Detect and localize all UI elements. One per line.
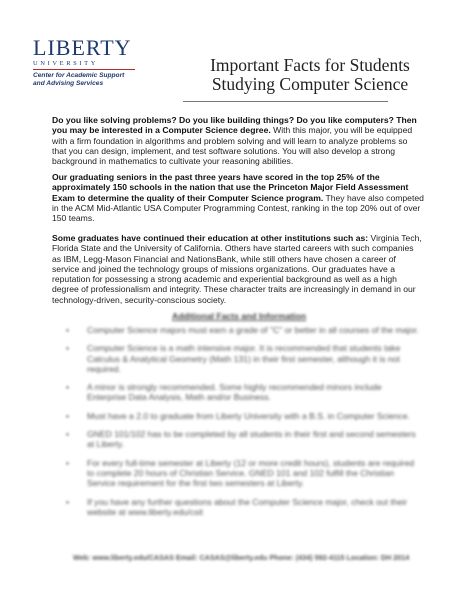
list-item: • If you have any further questions about the Computer Science major, check out their website at www.liberty.edu/csit: [66, 497, 422, 518]
intro-paragraph: [52, 115, 424, 166]
list-item: • For every full-time semester at Liberty (12 or more credit hours), students are required to complete 20 hours of Christian Service. GNED 101 and 102 fulfill the Christian Service requirement for the first two semesters at Liberty.: [66, 458, 422, 489]
page-title: [175, 56, 445, 94]
intro-bold-text: Do you like solving problems? Do you like building things? Do you like computers? Then you may be interested in a Computer Science degree.: [52, 115, 417, 136]
liberty-logo: [33, 35, 143, 88]
list-item: • Computer Science majors must earn a grade of "C" or better in all courses of the major.: [66, 325, 422, 335]
graduates-bold-text: Some graduates have continued their education at other institutions such as:: [52, 233, 369, 243]
title-divider: [183, 101, 388, 102]
logo-wordmark-text: LIBERTY: [33, 35, 132, 60]
page-title-line1: Important Facts for Students: [210, 55, 410, 75]
list-item: • Must have a 2.0 to graduate from Liberty University with a B.S. in Computer Science.: [66, 411, 422, 421]
list-item: • GNED 101/102 has to be completed by all students in their first and second semesters at Liberty.: [66, 429, 422, 450]
page-title-line2: Studying Computer Science: [211, 74, 409, 94]
list-item: • A minor is strongly recommended. Some highly recommended minors include Enterprise Data Analysis, Math and/or Business.: [66, 382, 422, 403]
additional-facts-list: [66, 325, 422, 525]
logo-subtitle-line2: and Advising Services: [33, 80, 104, 87]
list-item: • Computer Science is a math intensive major. It is recommended that students take Calculus & Analytical Geometry (Math 131) in their first semester, although it is not required.: [66, 343, 422, 374]
achievements-bold-text: Our graduating seniors in the past three years have scored in the top 25% of the approximately 150 schools in the nation that use the Princeton Major Field Assessment Exam to determine the quality of their Computer Science program.: [52, 172, 409, 203]
logo-university-text: UNIVERSITY: [33, 60, 98, 67]
logo-wordmark: [33, 35, 143, 60]
contact-footer: Web: www.liberty.edu/CASAS Email: CASAS@liberty.edu Phone: (434) 592-4115 Location: DH 2014: [73, 553, 410, 562]
graduates-text: Virginia Tech, Florida State and the University of California. Others have started careers with such companies as IBM, Legg-Mason Financial and NationsBank, while still others have chosen a career of service and joined the technology groups of missions organizations. Our graduates have a reputation for possessing a strong academic and experiential background as well as a high degree of professionalism and integrity. These character traits are increasingly in demand in our technology-driven, security-conscious society.: [52, 233, 422, 305]
achievements-paragraph: [52, 172, 424, 223]
graduates-paragraph: [52, 233, 424, 305]
logo-subtitle-line1: Center for Academic Support: [33, 72, 125, 79]
additional-facts-heading: Additional Facts and Information: [172, 311, 307, 321]
intro-text: With this major, you will be equipped with a firm foundation in algorithms and problem solving and will learn to analyze problems so that you can design, implement, and test software solutions. You will also develop a strong background in mathematics to cultivate your reasoning abilities.: [52, 125, 413, 167]
achievements-text: They have also competed in the ACM Mid-Atlantic USA Computer Programming Contest, ranking in the top 20% out of over 150 teams.: [52, 192, 424, 224]
logo-subtitle: [33, 72, 143, 88]
logo-divider: [33, 69, 135, 70]
